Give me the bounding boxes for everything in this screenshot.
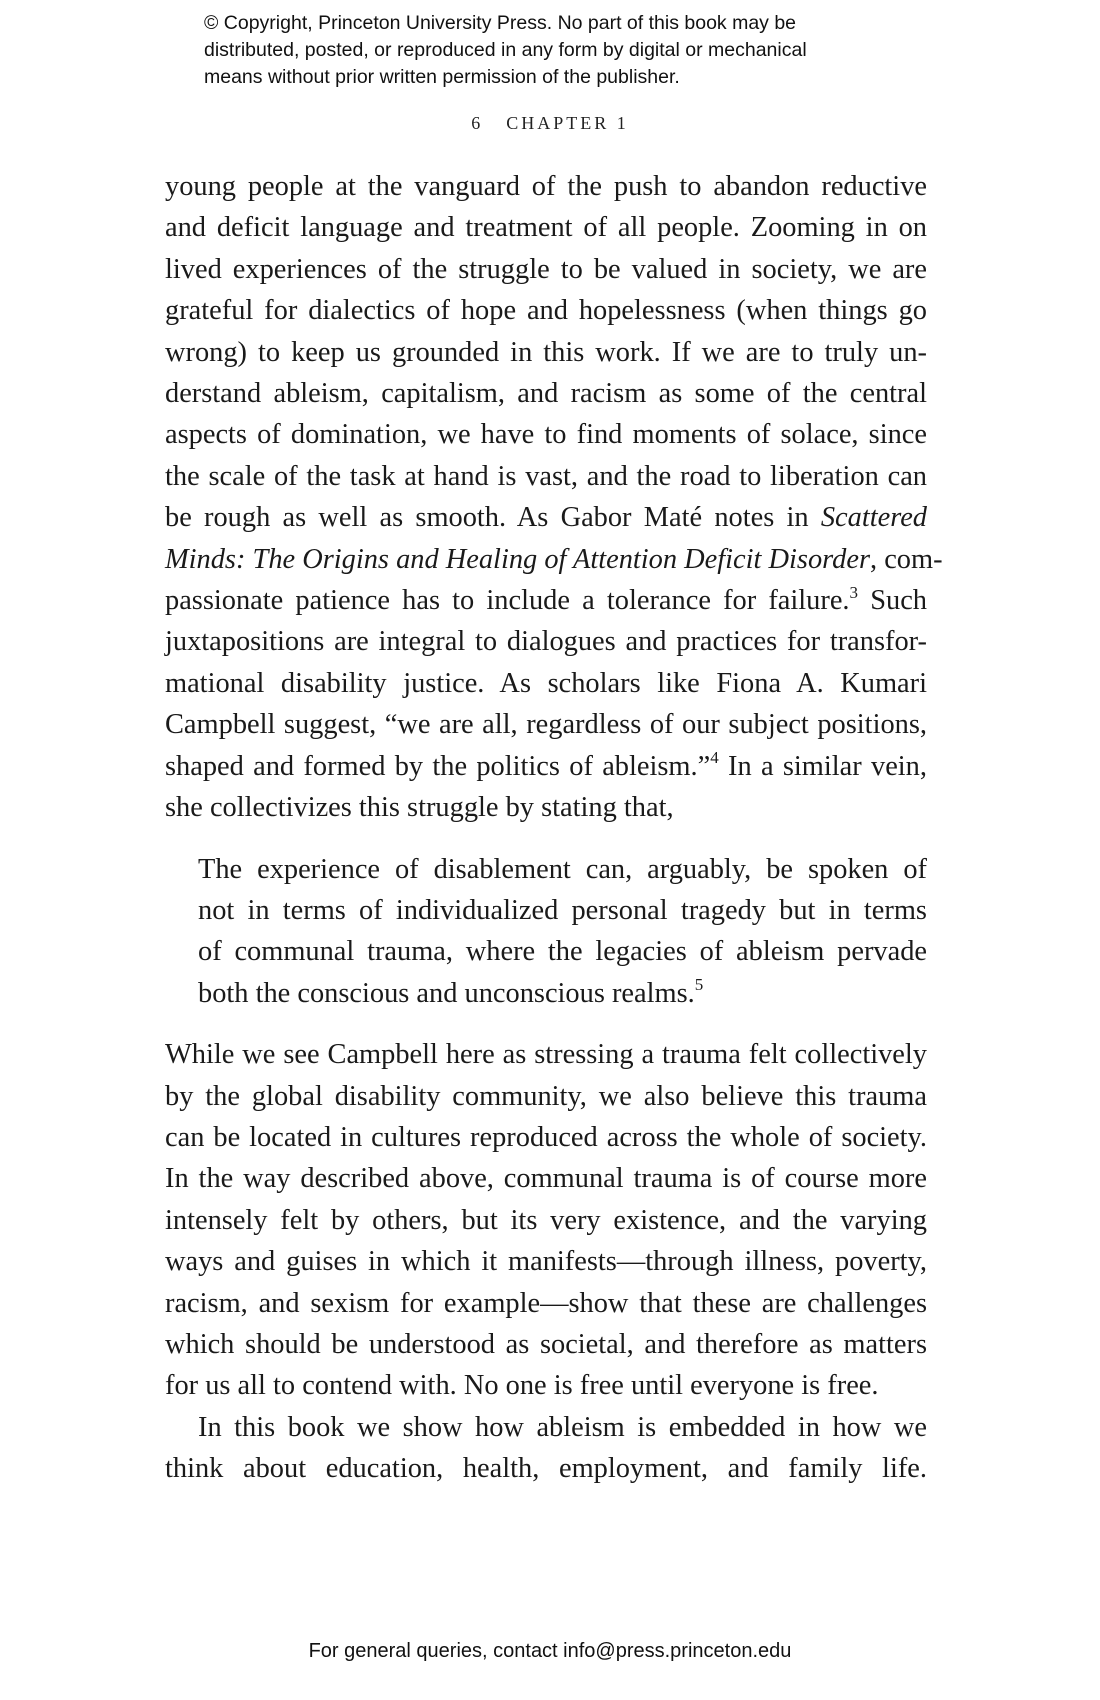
text-line: In this book we show how ableism is embedded in how we: [198, 1411, 927, 1443]
text-run: be rough as well as smooth. As Gabor Maté notes in: [165, 502, 821, 534]
footnote-ref-5[interactable]: 5: [694, 975, 704, 995]
text-line: racism, and sexism for example—show that these are challenges: [165, 1287, 927, 1319]
text-line: derstand ableism, capitalism, and racism as some of the central: [165, 378, 927, 410]
quote-line: [198, 973, 927, 1014]
book-title-italic: Scattered: [820, 502, 927, 534]
text-line: [165, 746, 927, 787]
text-line: juxtapositions are integral to dialogues and practices for transfor-: [165, 626, 927, 658]
text-line: she collectivizes this struggle by stating that,: [165, 792, 674, 824]
page-number: 6: [471, 113, 481, 133]
paragraph-2: [165, 1034, 927, 1407]
text-line: intensely felt by others, but its very existence, and the varying: [165, 1204, 927, 1236]
text-line: think about education, health, employment, and family life.: [165, 1453, 927, 1485]
copyright-line: © Copyright, Princeton University Press. No part of this book may be: [204, 12, 797, 34]
copyright-notice: [204, 10, 964, 91]
footnote-ref-4[interactable]: 4: [710, 748, 719, 768]
text-line: which should be understood as societal, and therefore as matters: [165, 1328, 927, 1360]
text-line: by the global disability community, we also believe this trauma: [165, 1080, 927, 1112]
paragraph-1: [165, 166, 943, 829]
text-line: the scale of the task at hand is vast, and the road to liberation can: [165, 460, 927, 492]
text-line: While we see Campbell here as stressing a trauma felt collectively: [165, 1039, 927, 1071]
text-line: [165, 497, 927, 538]
text-line: young people at the vanguard of the push to abandon reductive: [165, 171, 927, 202]
text-line: for us all to contend with. No one is free until everyone is free.: [165, 1370, 879, 1402]
text-line: [165, 580, 927, 621]
text-line: grateful for dialectics of hope and hopelessness (when things go: [165, 295, 927, 327]
book-title-italic: Minds: The Origins and Healing of Attention Deficit Disorder: [165, 543, 870, 575]
footer-contact: For general queries, contact info@press.princeton.edu: [308, 1640, 792, 1662]
body-text: [165, 166, 943, 1490]
paragraph-3: [165, 1407, 927, 1490]
quote-line: The experience of disablement can, arguably, be spoken of: [198, 853, 927, 885]
text-line: can be located in cultures reproduced across the whole of society.: [165, 1121, 927, 1153]
text-line: In the way described above, communal trauma is of course more: [165, 1163, 927, 1195]
copyright-line: means without prior written permission of the publisher.: [204, 66, 680, 88]
text-line: mational disability justice. As scholars like Fiona A. Kumari: [165, 667, 927, 699]
block-quote: [165, 849, 927, 1015]
text-line: lived experiences of the struggle to be valued in society, we are: [165, 253, 927, 285]
text-run: , com-: [870, 543, 943, 575]
running-head: [0, 113, 1100, 134]
text-line: [165, 539, 943, 580]
text-run: shaped and formed by the politics of ableism.”: [165, 750, 711, 782]
text-line: aspects of domination, we have to find moments of solace, since: [165, 419, 927, 451]
chapter-label: CHAPTER 1: [506, 113, 629, 133]
text-line: and deficit language and treatment of all people. Zooming in on: [165, 212, 927, 244]
text-run: both the conscious and unconscious realms.: [198, 977, 695, 1009]
text-line: Campbell suggest, “we are all, regardless of our subject positions,: [165, 709, 927, 741]
text-line: ways and guises in which it manifests—through illness, poverty,: [165, 1246, 927, 1278]
text-run: Such: [858, 585, 927, 617]
quote-line: not in terms of individualized personal tragedy but in terms: [198, 894, 927, 926]
text-run: passionate patience has to include a tolerance for failure.: [165, 585, 850, 617]
footnote-ref-3[interactable]: 3: [849, 582, 859, 602]
quote-line: of communal trauma, where the legacies of ableism pervade: [198, 936, 927, 968]
text-run: In a similar vein,: [718, 750, 927, 782]
copyright-line: distributed, posted, or reproduced in any form by digital or mechanical: [204, 39, 807, 61]
text-line: wrong) to keep us grounded in this work. If we are to truly un-: [165, 336, 927, 368]
